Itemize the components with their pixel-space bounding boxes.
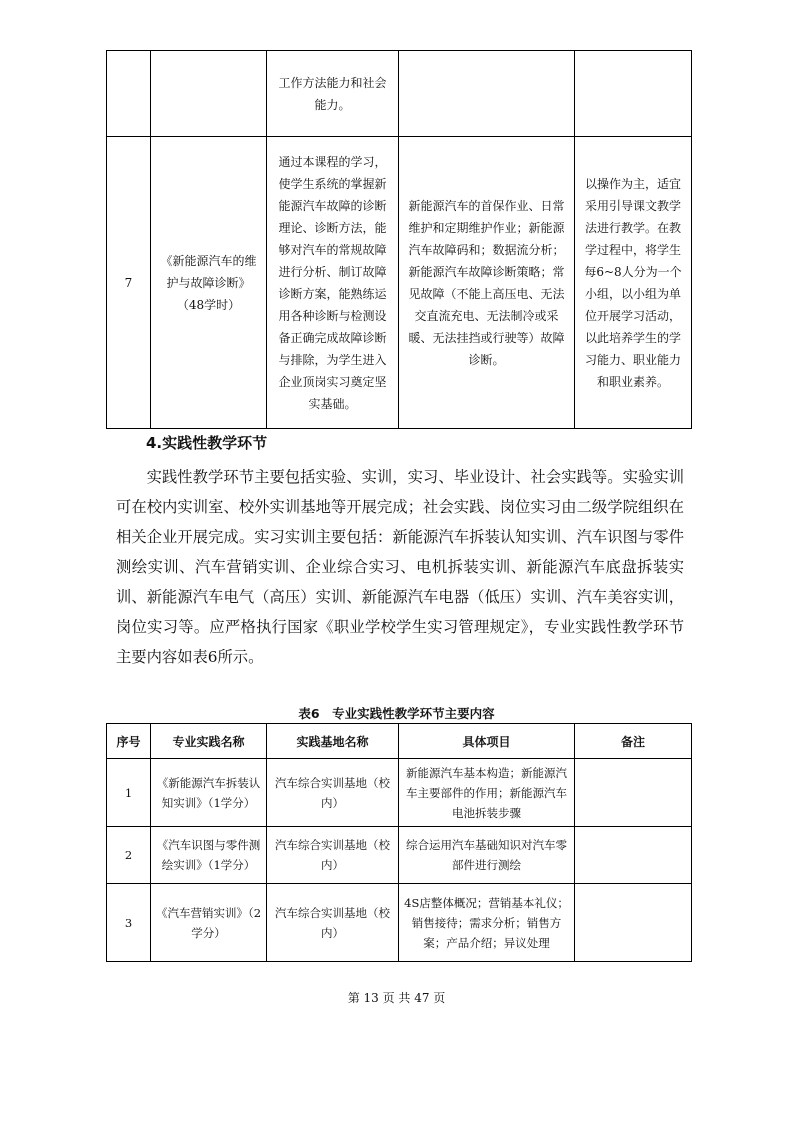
course-content bbox=[399, 137, 575, 429]
row-number: 7 bbox=[107, 137, 151, 429]
base-name: 汽车综合实训基地（校内） bbox=[267, 827, 399, 884]
course-goal bbox=[267, 51, 399, 137]
course-goal-text: 工作方法能力和社会能力。 bbox=[278, 75, 387, 112]
section-heading: 4.实践性教学环节 bbox=[146, 434, 268, 452]
table-row bbox=[107, 759, 692, 827]
table-caption: 表6 专业实践性教学环节主要内容 bbox=[298, 706, 495, 721]
header-items: 具体项目 bbox=[399, 724, 575, 759]
row-number bbox=[107, 51, 151, 137]
practice-items: 综合运用汽车基础知识对汽车零部件进行测绘 bbox=[399, 827, 575, 884]
header-practice-name: 专业实践名称 bbox=[151, 724, 267, 759]
row-number: 1 bbox=[107, 759, 151, 827]
course-goal-text: 通过本课程的学习，使学生系统的掌握新能源汽车故障的诊断理论、诊断方法，能够对汽车的常规故障进行分析、制订故障诊断方案，能熟练运用各种诊断与检测设备正确完成故障诊断与排除，为学生进入企业顶岗实习奠定坚实基础。 bbox=[278, 154, 387, 411]
course-content-text: 新能源汽车的首保作业、日常维护和定期维护作业；新能源汽车故障码和；数据流分析；新能源汽车故障诊断策略；常见故障（不能上高压电、无法交直流充电、无法制冷或采暖、无法挂挡或行驶等）故障诊断。 bbox=[408, 198, 565, 367]
course-goal bbox=[267, 137, 399, 429]
course-name bbox=[151, 137, 267, 429]
course-table-continued bbox=[106, 50, 692, 429]
base-name: 汽车综合实训基地（校内） bbox=[267, 884, 399, 962]
course-name-text: 《新能源汽车的维护与故障诊断》（48学时） bbox=[160, 253, 257, 312]
base-name: 汽车综合实训基地（校内） bbox=[267, 759, 399, 827]
practice-name: 《汽车识图与零件测绘实训》（1学分） bbox=[151, 827, 267, 884]
table-row bbox=[107, 884, 692, 962]
teaching-method bbox=[575, 137, 692, 429]
practice-items: 新能源汽车基本构造；新能源汽车主要部件的作用；新能源汽车电池拆装步骤 bbox=[399, 759, 575, 827]
practice-table bbox=[106, 723, 692, 962]
page-number: 第 13 页 共 47 页 bbox=[347, 991, 446, 1005]
header-no: 序号 bbox=[107, 724, 151, 759]
body-paragraph: 实践性教学环节主要包括实验、实训，实习、毕业设计、社会实践等。实验实训可在校内实训室、校外实训基地等开展完成；社会实践、岗位实习由二级学院组织在相关企业开展完成。实习实训主要包括：新能源汽车拆装认知实训、汽车识图与零件测绘实训、汽车营销实训、企业综合实习、电机拆装实训、新能源汽车底盘拆装实训、新能源汽车电气（高压）实训、新能源汽车电器（低压）实训、汽车美容实训，岗位实习等。应严格执行国家《职业学校学生实习管理规定》，专业实践性教学环节主要内容如表6所示。 bbox=[116, 468, 684, 666]
header-note: 备注 bbox=[575, 724, 692, 759]
note bbox=[575, 759, 692, 827]
header-base-name: 实践基地名称 bbox=[267, 724, 399, 759]
note bbox=[575, 884, 692, 962]
table-header-row bbox=[107, 724, 692, 759]
teaching-method-text: 以操作为主，适宜采用引导课文教学法进行教学。在教学过程中，将学生每6~8人分为一个小组，以小组为单位开展学习活动，以此培养学生的学习能力、职业能力和职业素养。 bbox=[584, 176, 682, 389]
practice-items: 4S店整体概况；营销基本礼仪；销售接待；需求分析；销售方案；产品介绍；异议处理 bbox=[399, 884, 575, 962]
course-name bbox=[151, 51, 267, 137]
table-row bbox=[107, 137, 692, 429]
row-number: 3 bbox=[107, 884, 151, 962]
teaching-method bbox=[575, 51, 692, 137]
practice-name: 《新能源汽车拆装认知实训》（1学分） bbox=[151, 759, 267, 827]
practice-name: 《汽车营销实训》（2学分） bbox=[151, 884, 267, 962]
table-row bbox=[107, 827, 692, 884]
note bbox=[575, 827, 692, 884]
table-row bbox=[107, 51, 692, 137]
row-number: 2 bbox=[107, 827, 151, 884]
course-content bbox=[399, 51, 575, 137]
